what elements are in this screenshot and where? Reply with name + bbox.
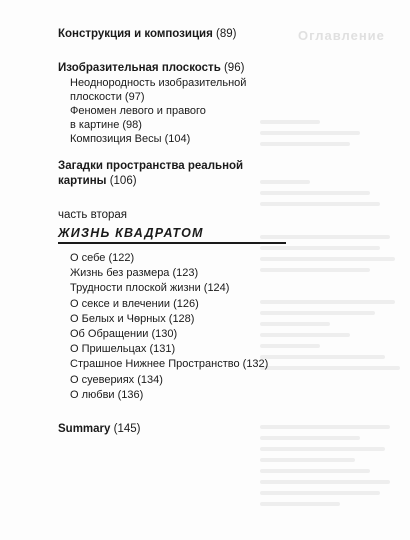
toc-subsection[interactable] bbox=[58, 132, 298, 146]
toc-subsection-title-cont: в картине bbox=[70, 119, 120, 131]
toc-chapter-title: О сексе и влечении bbox=[70, 297, 171, 310]
toc-page-number: (134) bbox=[137, 373, 163, 386]
part-title[interactable]: ЖИЗНЬ КВАДРАТОМ bbox=[58, 226, 204, 240]
toc-section-title: Загадки пространства реальной bbox=[58, 160, 244, 172]
toc-chapter-title: О себе bbox=[70, 252, 106, 264]
toc-chapter-item[interactable] bbox=[58, 342, 298, 357]
toc-subsection-title: Неоднородность изобразительной bbox=[70, 77, 247, 89]
toc-page-number: (124) bbox=[203, 282, 230, 295]
toc-page-number: (89) bbox=[216, 28, 237, 40]
toc-page-number: (97) bbox=[124, 91, 145, 103]
toc-page-number: (123) bbox=[172, 267, 199, 280]
toc-section-space-riddles[interactable] bbox=[58, 159, 298, 189]
toc-chapter-title: О любви bbox=[70, 388, 115, 401]
toc-page-number: (128) bbox=[168, 312, 195, 325]
toc-section-construction[interactable] bbox=[58, 27, 298, 42]
toc-chapter-item[interactable] bbox=[58, 297, 298, 312]
toc-chapter-item[interactable] bbox=[58, 388, 298, 403]
part-title-underline bbox=[58, 242, 286, 244]
toc-chapter-title: Страшное Нижнее Пространство bbox=[70, 358, 240, 371]
toc-chapter-item[interactable] bbox=[58, 357, 298, 372]
toc-page-number: (106) bbox=[109, 175, 137, 187]
toc-chapter-item[interactable] bbox=[58, 327, 298, 342]
toc-page-number: (131) bbox=[149, 343, 176, 356]
toc-page-number: (122) bbox=[108, 252, 135, 264]
toc-section-picture-plane[interactable] bbox=[58, 61, 298, 76]
toc-page-number: (104) bbox=[164, 133, 191, 145]
toc-section-title: Summary bbox=[58, 423, 111, 436]
ghost-title: Оглавление bbox=[298, 30, 385, 43]
toc-chapter-title: О суевериях bbox=[70, 373, 135, 386]
toc-page-number: (145) bbox=[113, 423, 141, 436]
toc-chapter-item[interactable] bbox=[58, 312, 298, 327]
toc-subsection-title-cont: плоскости bbox=[70, 91, 122, 103]
toc-page-number: (96) bbox=[223, 62, 245, 74]
toc-chapter-item[interactable] bbox=[58, 281, 298, 296]
part-label: часть вторая bbox=[58, 209, 127, 221]
toc-page-number: (98) bbox=[122, 119, 142, 131]
toc-subsection[interactable] bbox=[58, 104, 298, 132]
toc-chapter-title: Трудности плоской жизни bbox=[70, 282, 201, 295]
table-of-contents bbox=[58, 27, 298, 437]
toc-chapter-title: Жизнь без размера bbox=[70, 267, 170, 280]
toc-section-title: Конструкция и композиция bbox=[58, 28, 213, 40]
toc-page-number: (126) bbox=[173, 297, 199, 310]
toc-summary[interactable] bbox=[58, 422, 298, 437]
toc-chapter-title: О Пришельцах bbox=[70, 343, 147, 356]
toc-subsection[interactable] bbox=[58, 76, 298, 104]
toc-chapter-item[interactable] bbox=[58, 251, 298, 266]
toc-chapter-title: О Белых и Чѳрных bbox=[70, 312, 166, 325]
ghost-block bbox=[260, 425, 400, 513]
toc-chapter-title: Об Обращении bbox=[70, 328, 149, 341]
toc-page-number: (132) bbox=[242, 358, 269, 371]
toc-section-title: Изобразительная плоскость bbox=[58, 62, 221, 74]
toc-chapter-item[interactable] bbox=[58, 266, 298, 281]
toc-page-number: (136) bbox=[117, 388, 144, 401]
toc-section-title-cont: картины bbox=[58, 175, 107, 187]
toc-subsection-title: Композиция Весы bbox=[70, 133, 162, 145]
toc-page-number: (130) bbox=[151, 328, 178, 341]
toc-subsection-title: Феномен левого и правого bbox=[70, 105, 206, 117]
toc-chapter-item[interactable] bbox=[58, 373, 298, 388]
